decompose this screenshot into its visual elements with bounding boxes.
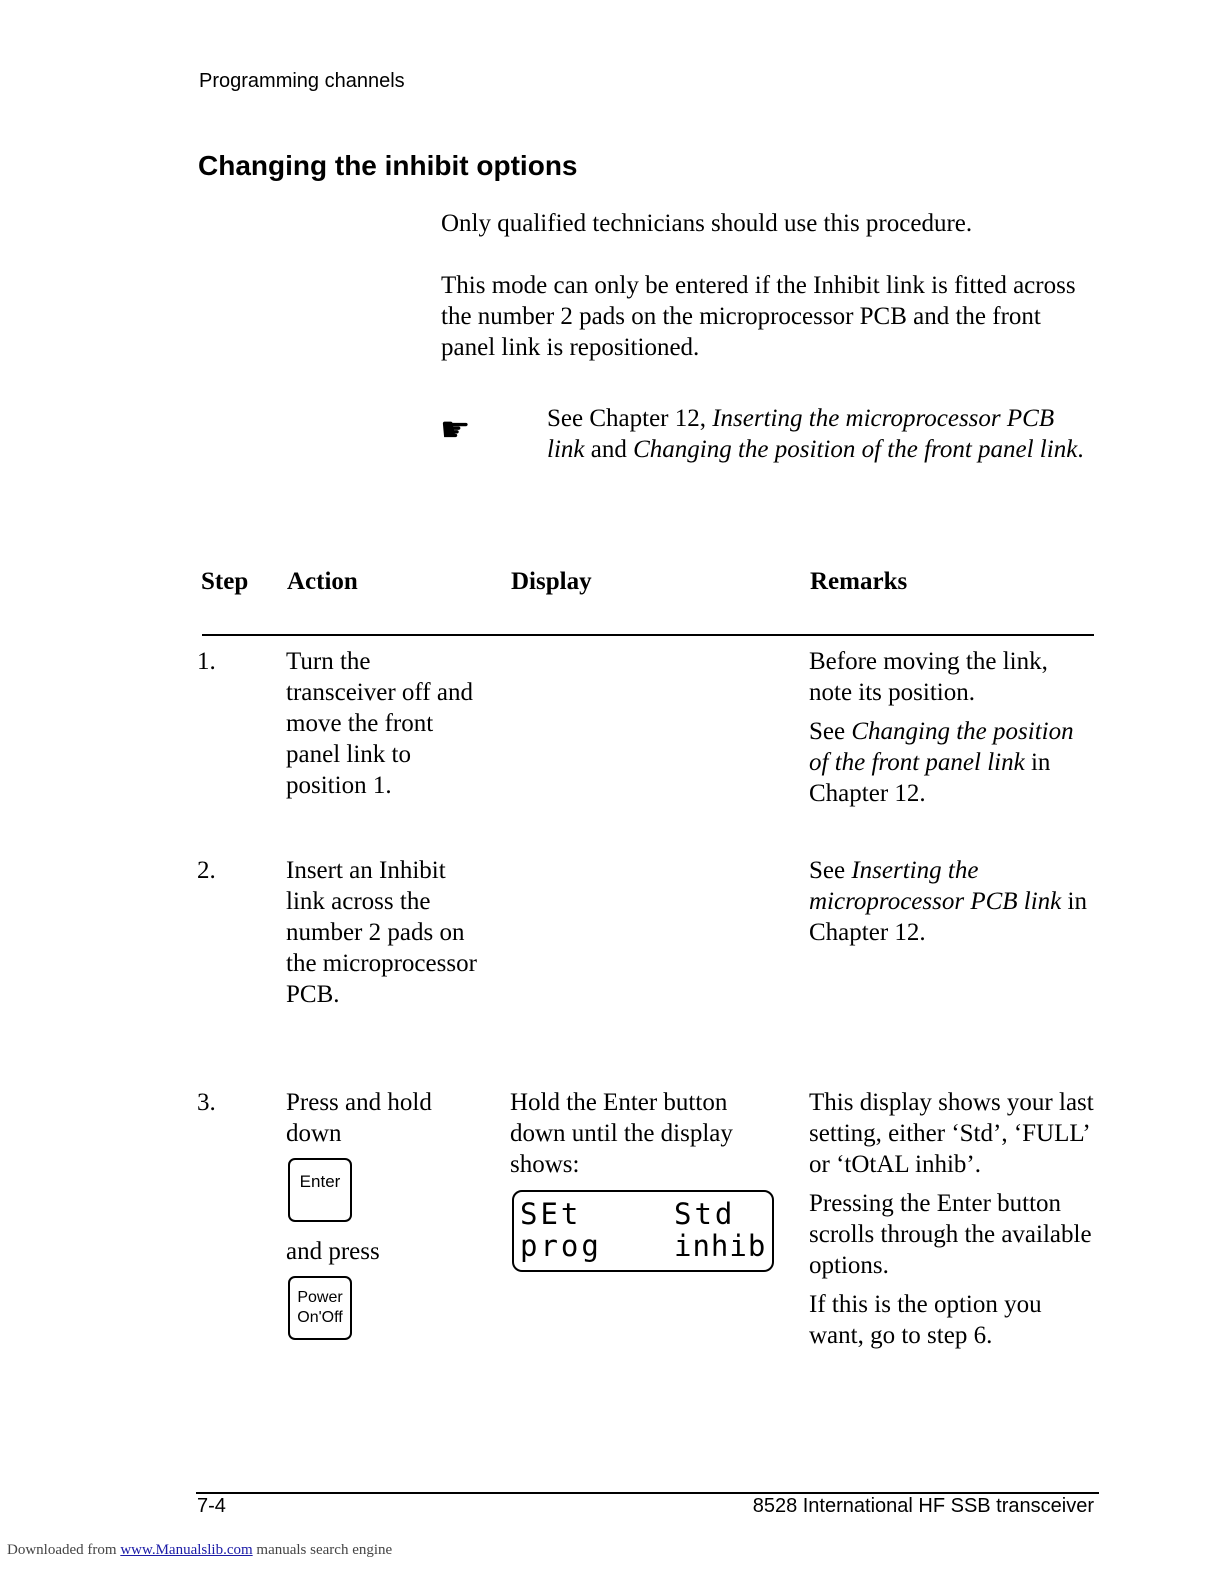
step-1-number: 1. bbox=[197, 648, 216, 675]
remark-ref: Inserting the microprocessor PCB link bbox=[809, 857, 1062, 915]
step-1-remark-reference bbox=[809, 716, 1094, 809]
download-prefix: Downloaded from bbox=[7, 1542, 121, 1558]
step-3-display-text: Hold the Enter button down until the display shows: bbox=[510, 1089, 733, 1178]
step-1-action: Turn the transceiver off and move the front panel link to position 1. bbox=[286, 648, 473, 799]
step-2-remarks bbox=[809, 855, 1094, 956]
step-3-action-hold: Press and hold down bbox=[286, 1089, 432, 1147]
step-1-remarks bbox=[809, 646, 1094, 817]
table-header-rule bbox=[202, 634, 1094, 636]
power-on-off-key-icon bbox=[288, 1276, 352, 1340]
step-2-number: 2. bbox=[197, 857, 216, 884]
intro-paragraph-1: Only qualified technicians should use this procedure. bbox=[441, 210, 973, 237]
intro-paragraph-2: This mode can only be entered if the Inhibit link is fitted across the number 2 pads on the microprocessor PCB and the front panel link is repositioned. bbox=[441, 272, 1076, 361]
download-suffix: manuals search engine bbox=[252, 1542, 393, 1558]
step-3-number: 3. bbox=[197, 1089, 216, 1116]
column-header-display: Display bbox=[511, 568, 592, 595]
remark-suffix: in Chapter 12. bbox=[809, 888, 1087, 946]
lcd-row2-right: inhib bbox=[674, 1229, 767, 1263]
step-3-remark-last-setting: This display shows your last setting, either ‘Std’, ‘FULL’ or ‘tOtAL inhib’. bbox=[809, 1089, 1094, 1178]
step-1-remark-note-position: Before moving the link, note its position. bbox=[809, 648, 1048, 706]
pointing-hand-icon: ☛ bbox=[440, 412, 471, 449]
remark-ref: Changing the position of the front panel link bbox=[809, 718, 1074, 776]
lcd-display bbox=[512, 1190, 774, 1272]
enter-key-label: Enter bbox=[299, 1172, 341, 1191]
note-suffix: . bbox=[1077, 436, 1084, 463]
chapter-reference-note bbox=[547, 403, 1087, 465]
step-3-remark-scroll: Pressing the Enter button scrolls through the available options. bbox=[809, 1190, 1092, 1279]
enter-key-icon bbox=[288, 1158, 352, 1222]
page-number: 7-4 bbox=[197, 1495, 226, 1517]
column-header-action: Action bbox=[287, 568, 358, 595]
lcd-row1-right: Std bbox=[674, 1197, 736, 1231]
note-ref-microprocessor-link: Inserting the microprocessor PCB link bbox=[547, 405, 1055, 463]
manualslib-link[interactable]: www.Manualslib.com bbox=[120, 1542, 253, 1558]
note-prefix: See Chapter 12, bbox=[547, 405, 713, 432]
remark-suffix: in Chapter 12. bbox=[809, 749, 1051, 807]
step-3-remark-go-to-step: If this is the option you want, go to step 6. bbox=[809, 1291, 1042, 1349]
document-title: 8528 International HF SSB transceiver bbox=[752, 1495, 1094, 1517]
section-title: Changing the inhibit options bbox=[198, 150, 578, 181]
remark-prefix: See bbox=[809, 857, 852, 884]
power-key-label-line2: On'Off bbox=[297, 1309, 343, 1326]
note-ref-front-panel-link: Changing the position of the front panel link bbox=[633, 436, 1078, 463]
step-2-action: Insert an Inhibit link across the number 2 pads on the microprocessor PCB. bbox=[286, 857, 477, 1008]
remark-prefix: See bbox=[809, 718, 852, 745]
column-header-step: Step bbox=[201, 568, 249, 595]
lcd-row2-left: prog bbox=[520, 1229, 602, 1263]
step-3-remarks bbox=[809, 1087, 1094, 1359]
download-notice bbox=[7, 1542, 392, 1559]
column-header-remarks: Remarks bbox=[810, 568, 908, 595]
power-key-label-line1: Power bbox=[297, 1289, 343, 1306]
running-head: Programming channels bbox=[199, 70, 405, 92]
note-mid: and bbox=[584, 436, 634, 463]
footer-rule bbox=[196, 1492, 1099, 1494]
lcd-row1-left: SEt bbox=[520, 1197, 582, 1231]
step-2-remark-reference bbox=[809, 855, 1094, 948]
step-3-action-press: and press bbox=[286, 1238, 380, 1265]
